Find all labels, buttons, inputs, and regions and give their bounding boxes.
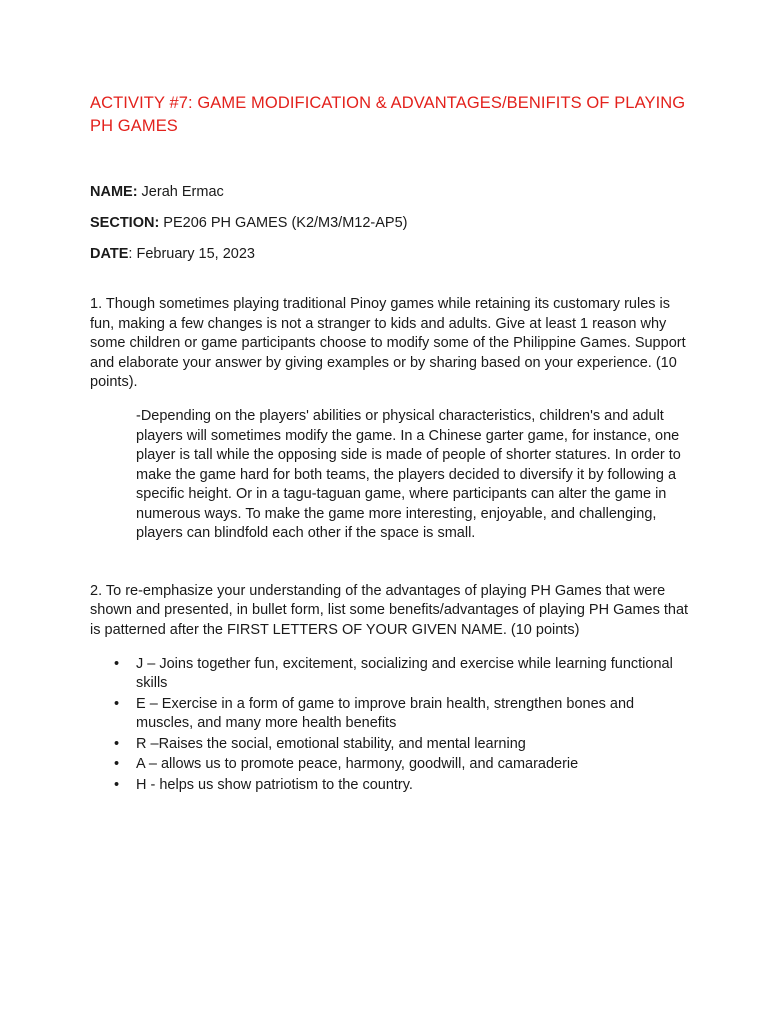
answer-1: -Depending on the players' abilities or physical characteristics, children's and adult players will sometimes modify the game. In a Chinese garter game, for instance, one player is tall while the opposing side is made of people of shorter statures. In order to make the game hard for both teams, the players decided to diversify it by following a specific height. Or in a tagu-taguan game, where participants can alter the game in numerous ways. To make the game more interesting, enjoyable, and challenging, players can blindfold each other if the space is small.: [136, 408, 681, 541]
list-item-text: R –Raises the social, emotional stability, and mental learning: [136, 735, 526, 752]
bullet-icon: •: [114, 655, 120, 672]
date-line: [90, 244, 690, 264]
question-2: 2. To re-emphasize your understanding of the advantages of playing PH Games that were shown and presented, in bullet form, list some benefits/advantages of playing PH Games that is patterned after the FIRST LETTERS OF YOUR GIVEN NAME. (10 points): [90, 582, 689, 638]
date-label: DATE: [90, 246, 129, 262]
name-line: [90, 182, 690, 202]
activity-title: ACTIVITY #7: GAME MODIFICATION & ADVANTAGES/BENIFITS OF PLAYING PH GAMES: [90, 94, 686, 135]
name-label: NAME:: [90, 184, 138, 200]
list-item: [114, 735, 676, 755]
list-item-text: J – Joins together fun, excitement, socializing and exercise while learning functional skills: [136, 655, 673, 691]
list-item: [114, 695, 676, 734]
bullet-icon: •: [114, 695, 120, 712]
bullet-icon: •: [114, 735, 120, 752]
list-item-text: A – allows us to promote peace, harmony, goodwill, and camaraderie: [136, 756, 579, 772]
list-item: [114, 755, 676, 775]
question-1: 1. Though sometimes playing traditional Pinoy games while retaining its customary rules is fun, making a few changes is not a stranger to kids and adults. Give at least 1 reason why some children or game participants choose to modify some of the Philippine Games. Support and elaborate your answer by giving examples or by sharing based on your experience. (10 points).: [90, 296, 686, 390]
name-value: Jerah Ermac: [137, 184, 224, 200]
section-line: [90, 213, 690, 233]
list-item: [114, 655, 676, 694]
bullet-icon: •: [114, 756, 120, 772]
document-page: [90, 92, 690, 796]
benefits-list: [90, 655, 690, 796]
student-info: [90, 182, 690, 264]
date-value: : February 15, 2023: [128, 246, 255, 262]
list-item-text: E – Exercise in a form of game to improve brain health, strengthen bones and muscles, and many more health benefits: [136, 695, 635, 731]
bullet-icon: •: [114, 776, 120, 793]
list-item: [114, 776, 676, 796]
list-item-text: H - helps us show patriotism to the country.: [136, 776, 413, 793]
section-label: SECTION:: [90, 215, 160, 231]
section-value: PE206 PH GAMES (K2/M3/M12-AP5): [159, 215, 408, 231]
